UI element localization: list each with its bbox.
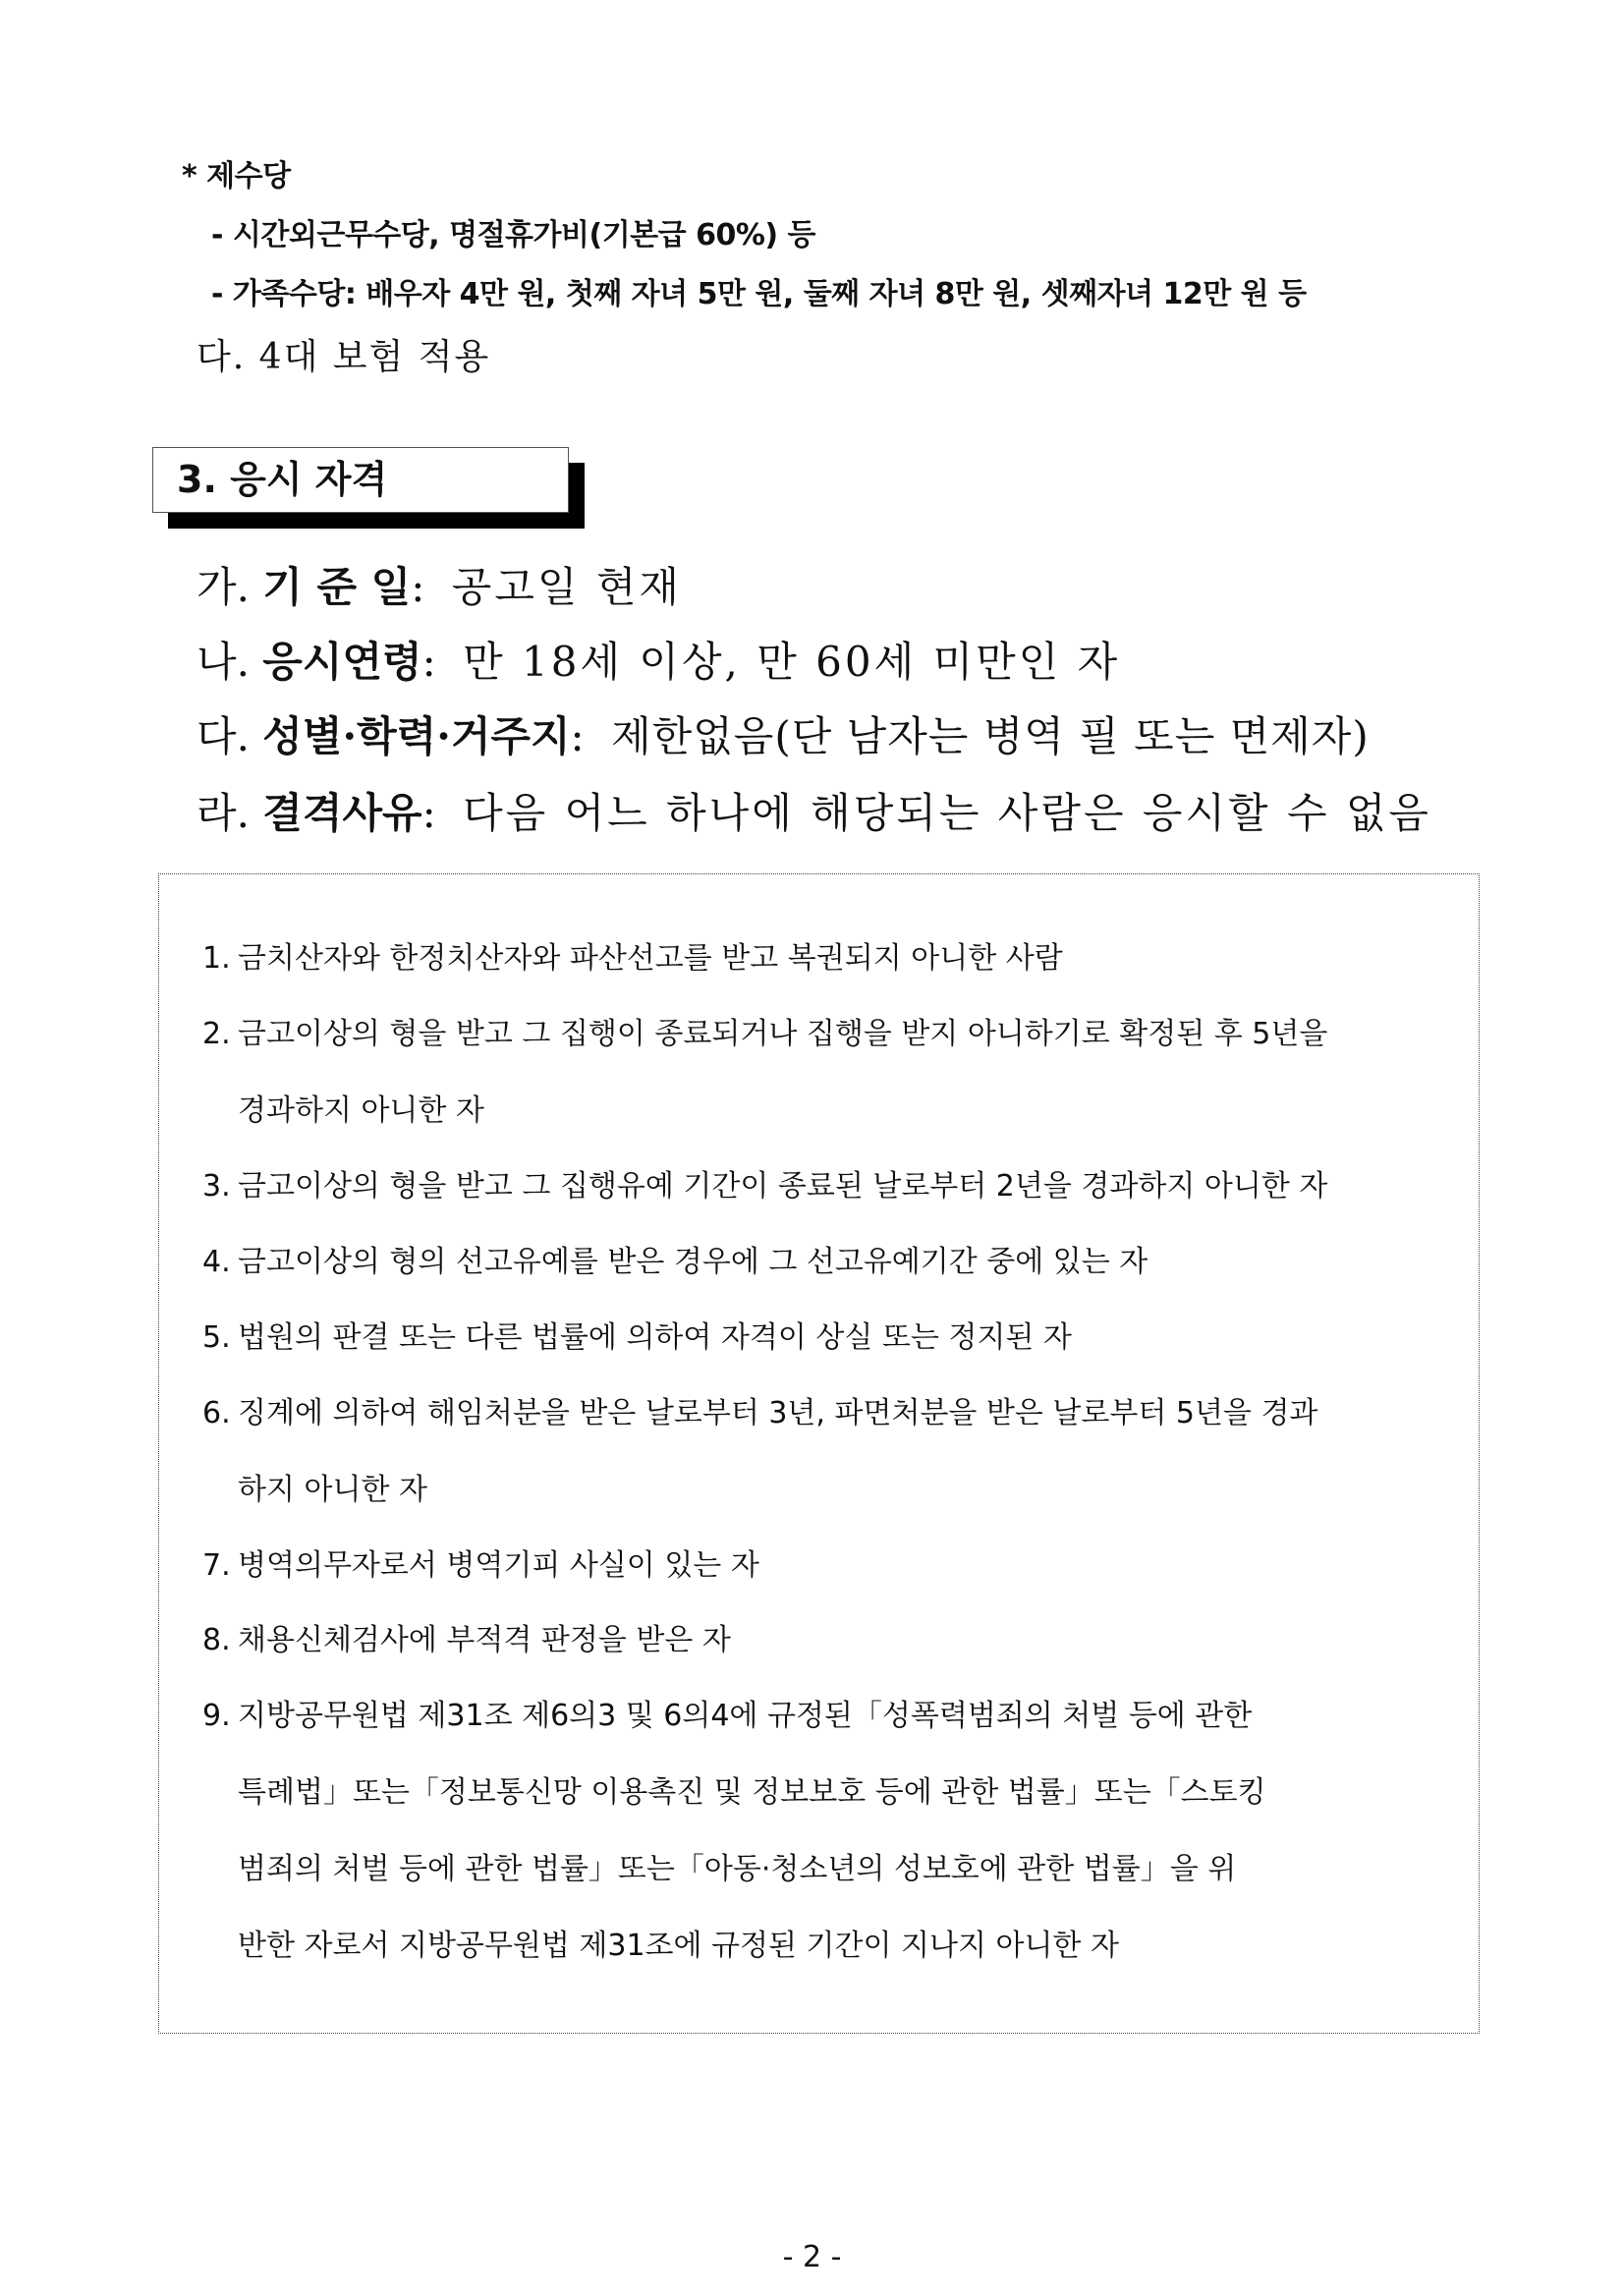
criterion-label: 성별·학력·거주지 bbox=[262, 712, 571, 760]
criterion-prefix: 가. bbox=[196, 563, 250, 611]
item-text-continued: 반한 자로서 지방공무원법 제31조에 규정된 기간이 지나지 아니한 자 bbox=[238, 1929, 1119, 1963]
item-text-continued: 특례법」또는「정보통신망 이용촉진 및 정보보호 등에 관한 법률」또는「스토킹 bbox=[238, 1775, 1266, 1810]
item-text: 지방공무원법 제31조 제6의3 및 6의4에 규정된「성폭력범죄의 처벌 등에 관한 bbox=[238, 1699, 1253, 1733]
criterion-prefix: 다. bbox=[196, 712, 250, 760]
item-text: 법원의 판결 또는 다른 법률에 의하여 자격이 상실 또는 정지된 자 bbox=[238, 1320, 1072, 1355]
disqualification-item bbox=[202, 1528, 1450, 1604]
disqualification-item bbox=[202, 1148, 1450, 1225]
criterion-disqualification bbox=[196, 779, 1431, 848]
criterion-colon: : bbox=[570, 712, 585, 760]
disqualification-item bbox=[202, 1678, 1450, 1985]
item-text-continued: 경과하지 아니한 자 bbox=[238, 1093, 484, 1128]
disqualification-item bbox=[202, 1224, 1450, 1301]
criterion-label: 기 준 일 bbox=[262, 563, 412, 611]
item-number: 9. bbox=[202, 1699, 231, 1733]
criterion-text: 만 18세 이상, 만 60세 미만인 자 bbox=[463, 638, 1121, 686]
item-number: 6. bbox=[202, 1396, 231, 1430]
disqualification-item bbox=[202, 921, 1450, 997]
criterion-text: 제한없음(단 남자는 병역 필 또는 면제자) bbox=[611, 712, 1370, 760]
item-text: 징계에 의하여 해임처분을 받은 날로부터 3년, 파면처분을 받은 날로부터 5년을 경과 bbox=[238, 1396, 1318, 1430]
criterion-colon: : bbox=[421, 638, 436, 686]
item-text-continued: 하지 아니한 자 bbox=[238, 1473, 427, 1507]
criterion-label: 결격사유 bbox=[262, 789, 422, 837]
criterion-age bbox=[196, 628, 1120, 697]
item-text: 금고이상의 형을 받고 그 집행유예 기간이 종료된 날로부터 2년을 경과하지 아니한 자 bbox=[238, 1169, 1328, 1204]
allowances-block bbox=[182, 147, 1498, 324]
item-text: 병역의무자로서 병역기피 사실이 있는 자 bbox=[238, 1548, 759, 1583]
criterion-colon: : bbox=[421, 789, 436, 837]
criterion-prefix: 나. bbox=[196, 638, 250, 686]
page-number: - 2 - bbox=[782, 2240, 842, 2274]
item-number: 1. bbox=[202, 941, 231, 976]
criterion-text: 공고일 현재 bbox=[451, 563, 682, 611]
allowances-heading: * 제수당 bbox=[182, 159, 291, 194]
item-text: 금고이상의 형의 선고유예를 받은 경우에 그 선고유예기간 중에 있는 자 bbox=[238, 1245, 1148, 1279]
item-number: 2. bbox=[202, 1017, 231, 1051]
allowance-item: - 시간외근무수당, 명절휴가비(기본급 60%) 등 bbox=[211, 218, 816, 252]
criterion-gender-education-residence bbox=[196, 702, 1370, 771]
section-heading bbox=[152, 447, 585, 529]
criterion-label: 응시연령 bbox=[262, 638, 422, 686]
section-heading-box bbox=[152, 447, 569, 513]
item-text: 금고이상의 형을 받고 그 집행이 종료되거나 집행을 받지 아니하기로 확정된 후 5년을 bbox=[238, 1017, 1328, 1051]
insurance-line: 다. 4대 보험 적용 bbox=[196, 337, 491, 377]
item-number: 5. bbox=[202, 1320, 231, 1355]
criterion-colon: : bbox=[411, 563, 425, 611]
criterion-prefix: 라. bbox=[196, 789, 250, 837]
allowance-item: - 가족수당: 배우자 4만 원, 첫째 자녀 5만 원, 둘째 자녀 8만 원, 셋째자녀 12만 원 등 bbox=[211, 277, 1307, 311]
disqualification-item bbox=[202, 1375, 1450, 1529]
item-text: 채용신체검사에 부적격 판정을 받은 자 bbox=[238, 1623, 731, 1657]
item-number: 4. bbox=[202, 1245, 231, 1279]
disqualification-item bbox=[202, 996, 1450, 1149]
criterion-base-date bbox=[196, 553, 682, 622]
criterion-text: 다음 어느 하나에 해당되는 사람은 응시할 수 없음 bbox=[463, 789, 1432, 837]
item-text: 금치산자와 한정치산자와 파산선고를 받고 복권되지 아니한 사람 bbox=[238, 941, 1063, 976]
item-text-continued: 범죄의 처벌 등에 관한 법률」또는「아동·청소년의 성보호에 관한 법률」을 위 bbox=[238, 1852, 1237, 1886]
section-title: 3. 응시 자격 bbox=[177, 458, 388, 501]
item-number: 7. bbox=[202, 1548, 231, 1583]
disqualification-item bbox=[202, 1300, 1450, 1376]
disqualification-box bbox=[158, 873, 1480, 2034]
disqualification-item bbox=[202, 1602, 1450, 1679]
item-number: 3. bbox=[202, 1169, 231, 1204]
item-number: 8. bbox=[202, 1623, 231, 1657]
